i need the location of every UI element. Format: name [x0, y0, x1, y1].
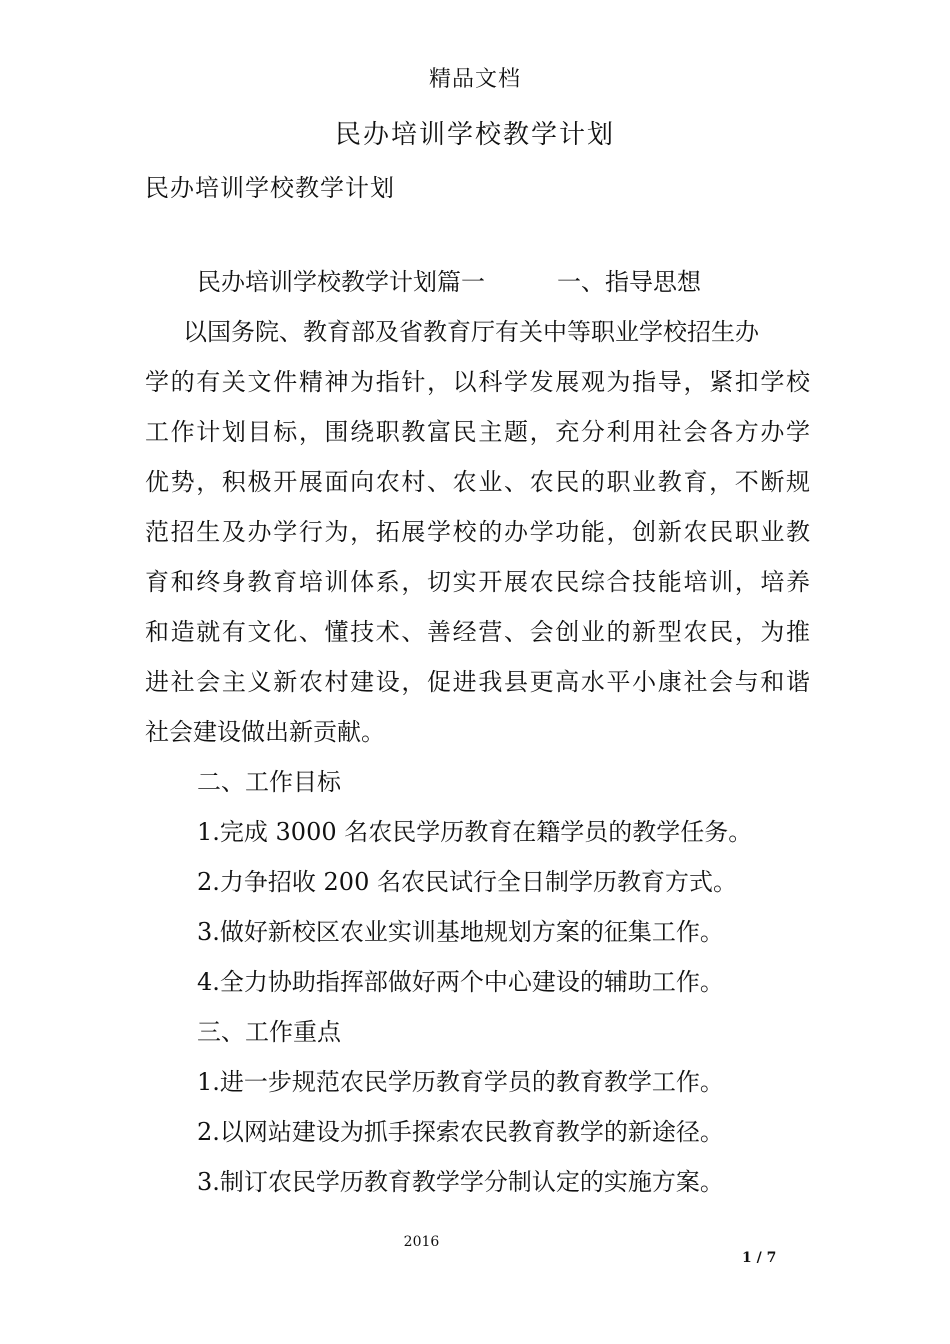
goal-item: 3.做好新校区农业实训基地规划方案的征集工作。 [197, 918, 724, 946]
paragraph-line: 育和终身教育培训体系，切实开展农民综合技能培训，培养 [145, 568, 810, 596]
footer-year: 2016 [403, 1234, 440, 1250]
page-number: 1 / 7 [742, 1250, 777, 1266]
section-heading-1: 民办培训学校教学计划篇一 一、指导思想 [197, 268, 701, 296]
document-subtitle: 民办培训学校教学计划 [145, 174, 395, 202]
paragraph-line: 工作计划目标，围绕职教富民主题，充分利用社会各方办学 [145, 418, 810, 446]
paragraph-line: 进社会主义新农村建设，促进我县更高水平小康社会与和谐 [145, 668, 810, 696]
goal-item: 2.力争招收 200 名农民试行全日制学历教育方式。 [197, 868, 737, 896]
document-title: 民办培训学校教学计划 [334, 120, 615, 150]
paragraph-line: 以国务院、教育部及省教育厅有关中等职业学校招生办 [183, 318, 759, 346]
goal-item: 4.全力协助指挥部做好两个中心建设的辅助工作。 [197, 968, 724, 996]
focus-item: 3.制订农民学历教育教学学分制认定的实施方案。 [197, 1168, 724, 1196]
paragraph-line: 和造就有文化、懂技术、善经营、会创业的新型农民，为推 [145, 618, 810, 646]
paragraph-line: 学的有关文件精神为指针，以科学发展观为指导，紧扣学校 [145, 368, 810, 396]
paragraph-line: 优势，积极开展面向农村、农业、农民的职业教育，不断规 [145, 468, 810, 496]
paragraph-line: 社会建设做出新贡献。 [145, 718, 385, 746]
focus-item: 1.进一步规范农民学历教育学员的教育教学工作。 [197, 1068, 724, 1096]
document-header: 精品文档 [428, 67, 521, 92]
section-heading-3: 三、工作重点 [197, 1018, 341, 1046]
paragraph-line: 范招生及办学行为，拓展学校的办学功能，创新农民职业教 [145, 518, 810, 546]
goal-item: 1.完成 3000 名农民学历教育在籍学员的教学任务。 [197, 818, 753, 846]
focus-item: 2.以网站建设为抓手探索农民教育教学的新途径。 [197, 1118, 724, 1146]
section-heading-2: 二、工作目标 [197, 768, 341, 796]
